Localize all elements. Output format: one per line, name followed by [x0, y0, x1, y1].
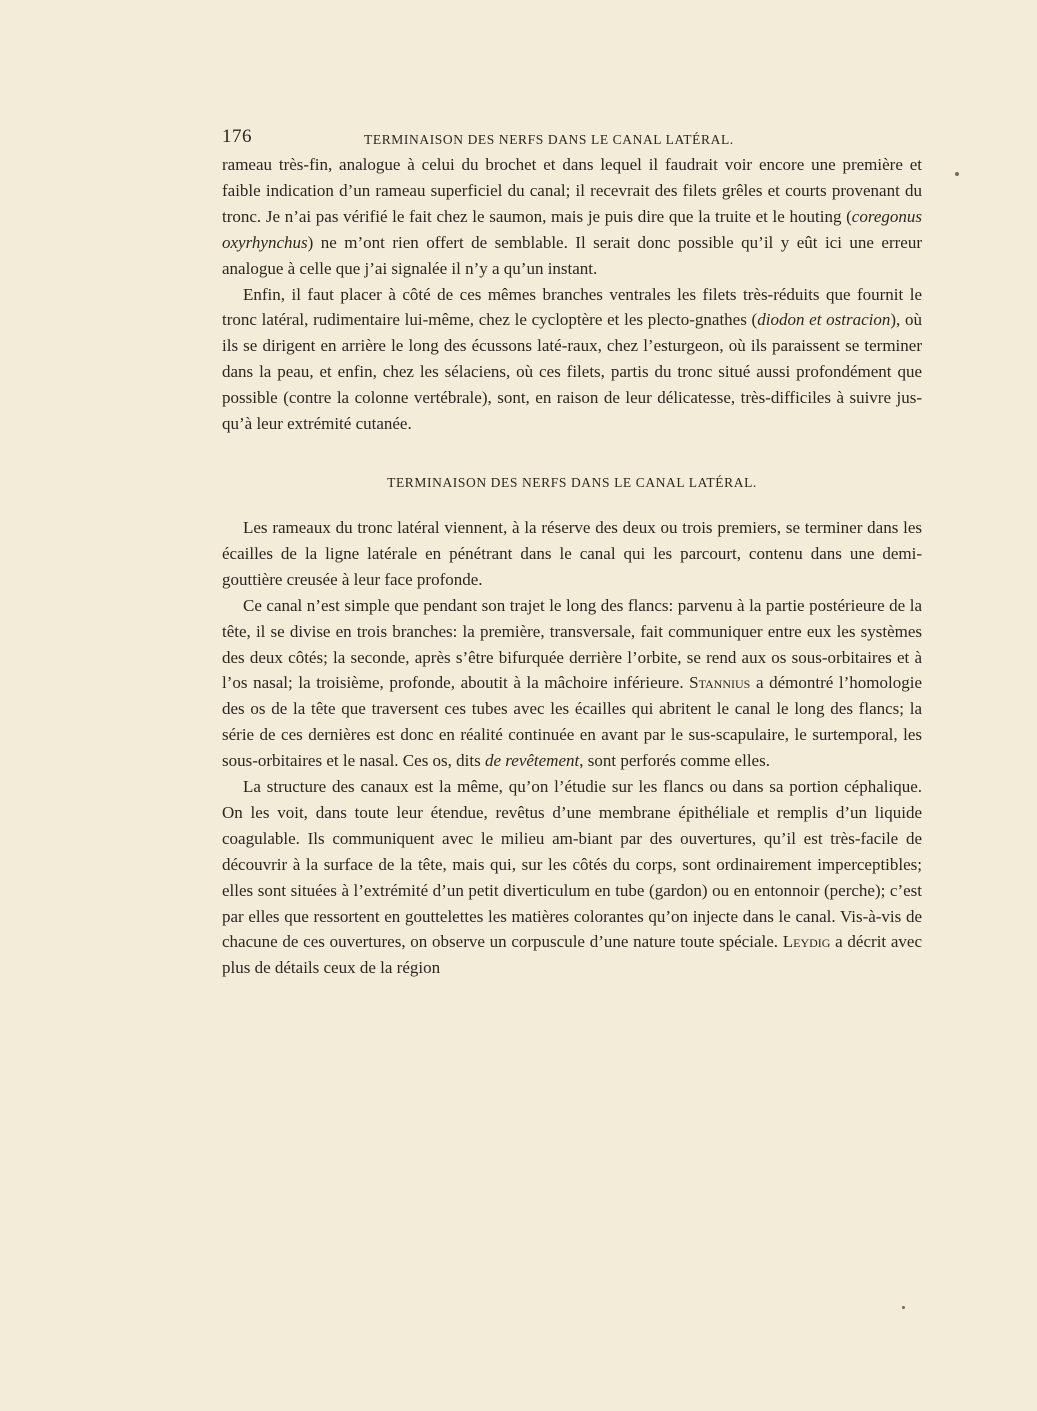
text-run: , sont perforés comme elles.	[579, 751, 770, 771]
page-number: 176	[222, 126, 252, 147]
text-run: a démontré l’homologie des os de la tête que traversent ces tubes avec les écailles qui abritent le canal le long des flancs; la série de ces dernières est donc en réalité continuée en avant par le sus-scapulaire, le surtemporal, les sous-orbitaires et le nasal. Ces os, dits	[222, 673, 922, 771]
body-text-section	[222, 515, 922, 981]
text-run: a décrit avec plus de détails ceux de la région	[222, 932, 922, 978]
text-run: rameau très-fin, analogue à celui du brochet et dans lequel il faudrait voir encore une première et faible indication d’un rameau superficiel du canal; il recevrait des filets grêles et courts provenant du tronc. Je n’ai pas vérifié le fait chez le saumon, mais je puis dire que la truite et le houting (	[222, 155, 922, 226]
body-text-top	[222, 152, 922, 437]
book-page	[222, 126, 922, 981]
text-run: ), où ils se dirigent en arrière le long des écussons laté-raux, chez l’esturgeon, où ils paraissent se terminer dans la peau, et enfin, chez les sélaciens, où ces filets, partis du tronc situé aussi profondément que possible (contre la colonne vertébrale), sont, en raison de leur délicatesse, très-difficiles à suivre jus-qu’à leur extrémité cutanée.	[222, 310, 923, 434]
paragraph	[222, 774, 922, 981]
italic-run: de revêtement	[485, 751, 580, 771]
italic-run: diodon et ostracion	[757, 310, 891, 330]
paragraph	[222, 593, 922, 774]
text-run: Les rameaux du tronc latéral viennent, à la réserve des deux ou trois premiers, se terminer dans les écailles de la ligne latérale en pénétrant dans le canal qui les parcourt, contenu dans une demi-gouttière creusée à leur face profonde.	[222, 517, 922, 589]
paper-speck	[955, 172, 959, 176]
text-run: Ce canal n’est simple que pendant son trajet le long des flancs: parvenu à la partie postérieure de la tête, il se divise en trois branches: la première, transversale, fait communiquer entre eux les systèmes des deux côtés; la seconde, après s’être bifurquée derrière l’orbite, se rend aux os sous-orbitaires et à l’os nasal; la troisième, profonde, aboutit à la mâchoire inférieure.	[222, 595, 922, 693]
paragraph	[222, 152, 922, 282]
text-run: La structure des canaux est la même, qu’on l’étudie sur les flancs ou dans sa portion céphalique. On les voit, dans toute leur étendue, revêtus d’une membrane épithéliale et remplis d’un liquide coagulable. Ils communiquent avec le milieu am-biant par des ouvertures, qu’il est très-facile de découvrir à la surface de la tête, mais qui, sur les côtés du corps, sont ordinairement imperceptibles; elles sont situées à l’extrémité d’un petit diverticulum en tube (gardon) ou en entonnoir (perche); c’est par elles que ressortent en gouttelettes les matières colorantes qu’on injecte dans le canal. Vis-à-vis de chacune de ces ouvertures, on observe un corpuscule d’une nature toute spéciale.	[222, 777, 922, 952]
running-title: TERMINAISON DES NERFS DANS LE CANAL LATÉRAL.	[364, 132, 734, 147]
paragraph	[222, 515, 922, 593]
section-title: TERMINAISON DES NERFS DANS LE CANAL LATÉRAL.	[387, 474, 757, 490]
text-run: ) ne m’ont rien offert de semblable. Il serait donc possible qu’il y eût ici une erreur analogue à celle que j’ai signalée il n’y a qu’un instant.	[222, 232, 922, 278]
italic-run: coregonus oxyrhynchus	[222, 206, 922, 252]
text-run: Enfin, il faut placer à côté de ces mêmes branches ventrales les filets très-réduits que fournit le tronc latéral, rudimentaire lui-même, chez le cycloptère et les plecto-gnathes (	[222, 284, 922, 330]
paragraph	[222, 282, 922, 437]
paper-speck	[902, 1306, 905, 1309]
running-head	[222, 126, 922, 156]
author-name: Stannius	[689, 673, 751, 693]
author-name: Leydig	[782, 932, 831, 952]
